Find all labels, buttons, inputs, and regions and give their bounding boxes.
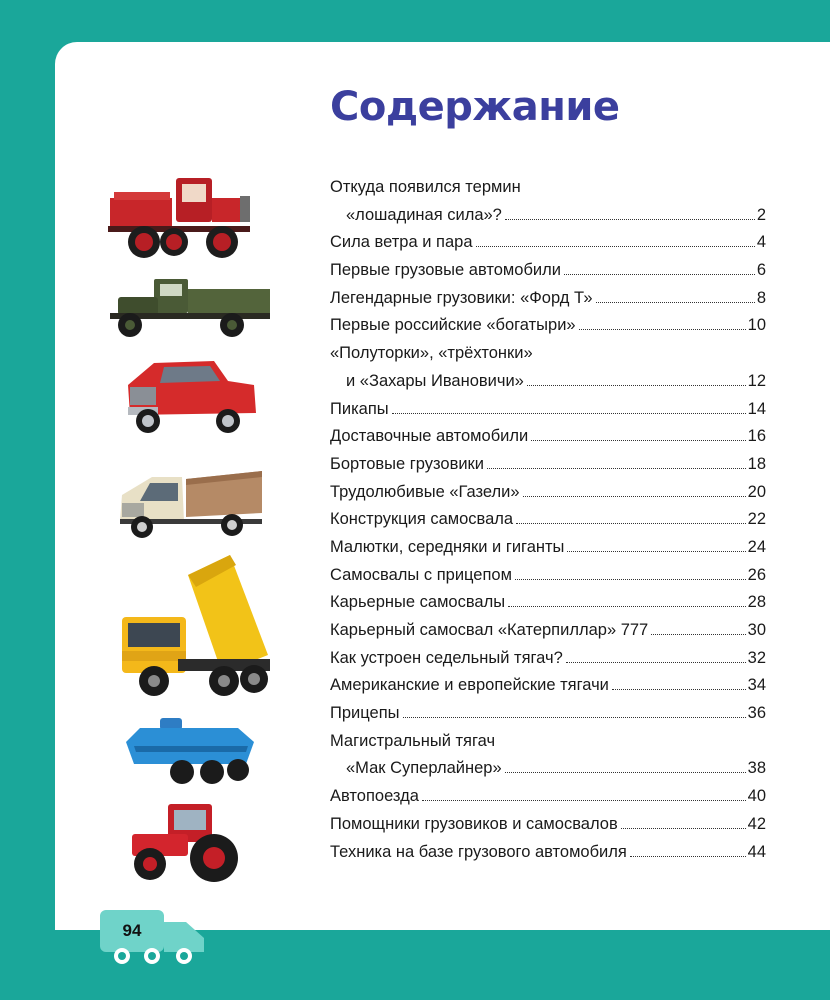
toc-entry-title: Бортовые грузовики	[330, 454, 484, 473]
yellow-dump-truck-icon	[118, 555, 270, 700]
toc-entry[interactable]	[330, 174, 766, 229]
toc-entry-title: Доставочные автомобили	[330, 427, 529, 446]
toc-page-number: 42	[747, 814, 766, 833]
toc-entry[interactable]	[330, 396, 766, 424]
toc-entry-title: Первые российские «богатыри»	[330, 316, 576, 335]
toc-entry-title: Трудолюбивые «Газели»	[330, 482, 520, 501]
toc-page-number: 8	[756, 288, 766, 307]
toc-page-number: 6	[756, 261, 766, 280]
toc-entry-title: Самосвалы с прицепом	[330, 565, 512, 584]
toc-entry[interactable]	[330, 728, 766, 783]
toc-entry-title: Малютки, середняки и гиганты	[330, 537, 565, 556]
toc-page-number: 18	[747, 454, 766, 473]
toc-leader-dots	[566, 662, 746, 663]
toc-page-number: 2	[756, 205, 766, 224]
toc-page-number: 38	[747, 759, 766, 778]
toc-page-number: 10	[747, 316, 766, 335]
toc-page-number: 28	[747, 593, 766, 612]
red-pickup-icon	[124, 355, 259, 440]
toc-page-number: 30	[747, 621, 766, 639]
toc-entry-title: Легендарные грузовики: «Форд Т»	[330, 288, 593, 307]
toc-leader-dots	[651, 634, 745, 635]
toc-entry[interactable]	[330, 423, 766, 451]
toc-entry[interactable]	[330, 312, 766, 340]
toc-entry-title: Автопоезда	[330, 787, 419, 806]
toc-page-number: 44	[747, 842, 766, 861]
page-title: Содержание	[330, 84, 620, 130]
toc-entry-title: Пикапы	[330, 399, 389, 418]
toc-entry[interactable]	[330, 589, 766, 617]
toc-entry[interactable]	[330, 534, 766, 562]
toc-page-number: 16	[747, 427, 766, 446]
toc-entry-title: и «Захары Ивановичи»	[346, 371, 524, 390]
toc-page-number: 20	[747, 482, 766, 501]
toc-entry[interactable]	[330, 257, 766, 285]
toc-leader-dots	[579, 329, 746, 330]
toc-entry-title: Откуда появился термин	[330, 178, 521, 196]
toc-leader-dots	[508, 606, 746, 607]
toc-entry[interactable]	[330, 451, 766, 479]
toc-entry[interactable]	[330, 479, 766, 507]
toc-page-number: 24	[747, 537, 766, 556]
flatbed-truck-icon	[112, 465, 267, 543]
toc-page-number: 26	[747, 565, 766, 584]
page-number-tab	[100, 910, 210, 975]
toc-entry[interactable]	[330, 562, 766, 590]
military-truck-icon	[104, 275, 274, 340]
toc-entry[interactable]	[330, 617, 766, 645]
toc-entry-title: «Мак Суперлайнер»	[346, 759, 502, 778]
toc-entry[interactable]	[330, 700, 766, 728]
toc-leader-dots	[531, 440, 745, 441]
toc-entry-title: Американские и европейские тягачи	[330, 676, 609, 695]
toc-page-number: 34	[747, 676, 766, 695]
toc-leader-dots	[596, 302, 755, 303]
toc-entry[interactable]	[330, 839, 766, 867]
toc-leader-dots	[567, 551, 745, 552]
toc-entry[interactable]	[330, 645, 766, 673]
toc-leader-dots	[523, 496, 746, 497]
toc-leader-dots	[612, 689, 746, 690]
toc-page-number: 40	[747, 787, 766, 806]
toc-entry-title: Конструкция самосвала	[330, 510, 514, 529]
toc-leader-dots	[487, 468, 746, 469]
toc-entry-title: «лошадиная сила»?	[346, 205, 502, 224]
toc-entry-title: «Полуторки», «трёхтонки»	[330, 344, 533, 363]
toc-entry-title: Прицепы	[330, 704, 400, 723]
amphibious-vehicle-icon	[120, 712, 260, 787]
toc-leader-dots	[392, 413, 746, 414]
toc-page-number: 32	[747, 648, 766, 667]
table-of-contents	[330, 174, 766, 866]
toc-entry-title: Карьерный самосвал «Катерпиллар» 777	[330, 621, 649, 639]
toc-leader-dots	[564, 274, 755, 275]
toc-page-number: 22	[747, 510, 766, 529]
toc-page-number: 14	[747, 399, 766, 418]
toc-entry-title: Магистральный тягач	[330, 731, 496, 750]
toc-page-number: 36	[747, 704, 766, 723]
toc-leader-dots	[403, 717, 746, 718]
toc-leader-dots	[621, 828, 746, 829]
toc-entry-title: Первые грузовые автомобили	[330, 261, 561, 280]
red-tractor-icon	[126, 800, 246, 885]
page-number: 94	[122, 921, 142, 940]
toc-entry-title: Карьерные самосвалы	[330, 593, 506, 612]
toc-entry[interactable]	[330, 229, 766, 257]
toc-leader-dots	[505, 772, 746, 773]
toc-entry-title: Сила ветра и пара	[330, 233, 473, 252]
toc-entry[interactable]	[330, 783, 766, 811]
toc-entry-title: Помощники грузовиков и самосвалов	[330, 814, 618, 833]
toc-page-number: 4	[756, 233, 766, 252]
toc-entry[interactable]	[330, 811, 766, 839]
toc-entry[interactable]	[330, 285, 766, 313]
toc-leader-dots	[515, 579, 746, 580]
toc-leader-dots	[630, 856, 746, 857]
toc-entry[interactable]	[330, 672, 766, 700]
toc-leader-dots	[422, 800, 746, 801]
toc-entry-title: Техника на базе грузового автомобиля	[330, 842, 627, 861]
vintage-red-truck-icon	[104, 170, 264, 265]
toc-page-number: 12	[747, 371, 766, 390]
toc-entry-title: Как устроен седельный тягач?	[330, 648, 563, 667]
toc-leader-dots	[476, 246, 755, 247]
toc-leader-dots	[527, 385, 746, 386]
toc-entry[interactable]	[330, 340, 766, 395]
toc-leader-dots	[505, 219, 755, 220]
toc-entry[interactable]	[330, 506, 766, 534]
toc-leader-dots	[516, 523, 746, 524]
